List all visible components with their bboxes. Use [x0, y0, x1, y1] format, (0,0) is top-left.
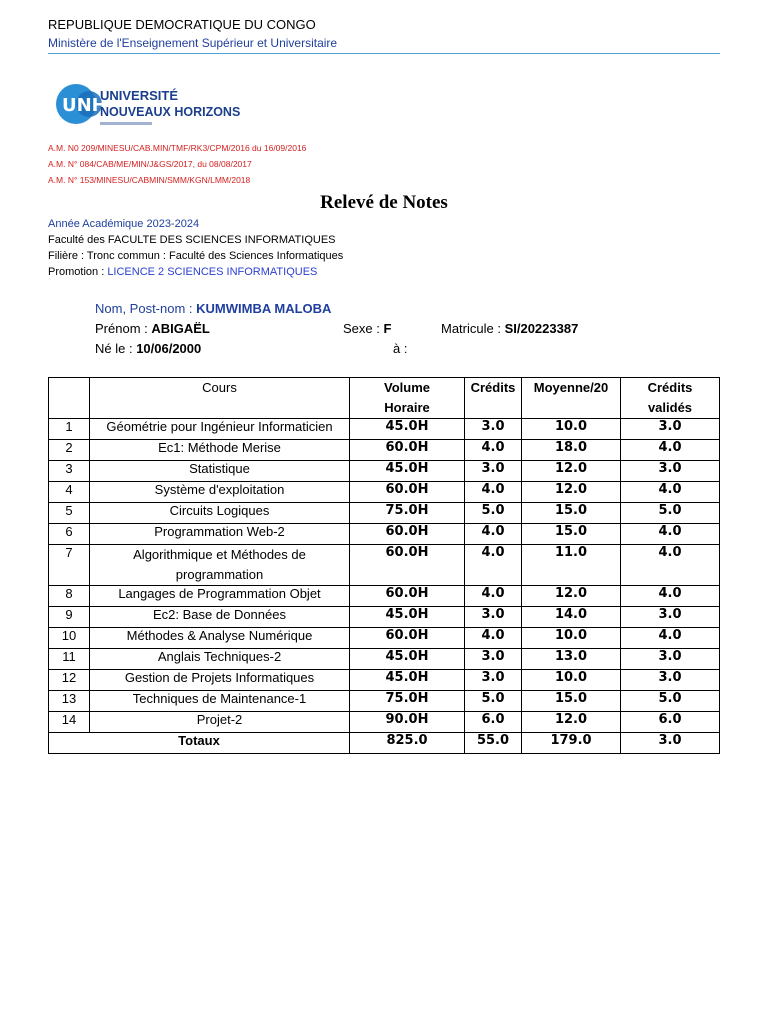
- table-row: [49, 461, 720, 482]
- row-number: 4: [49, 482, 90, 503]
- row-number: 14: [49, 712, 90, 733]
- credits-cell: 3.0: [465, 419, 522, 440]
- unh-logo-icon: [56, 78, 241, 134]
- born-label: Né le :: [95, 341, 137, 356]
- volume-cell: 60.0H: [350, 586, 465, 607]
- credits-cell: 3.0: [465, 670, 522, 691]
- decree-3: A.M. N° 153/MINESU/CABMIN/SMM/KGN/LMM/2018: [48, 175, 251, 185]
- course-name: Gestion de Projets Informatiques: [90, 670, 350, 691]
- svg-text:UNIVERSITÉ: UNIVERSITÉ: [100, 88, 179, 103]
- course-name: Techniques de Maintenance-1: [90, 691, 350, 712]
- course-name: Anglais Techniques-2: [90, 649, 350, 670]
- volume-cell: 45.0H: [350, 607, 465, 628]
- row-number: 3: [49, 461, 90, 482]
- row-number: 6: [49, 524, 90, 545]
- table-row: [49, 649, 720, 670]
- validated-cell: 3.0: [621, 607, 720, 628]
- table-row: [49, 419, 720, 440]
- totals-credits: 55.0: [465, 733, 522, 754]
- firstname-value: ABIGAËL: [151, 321, 210, 336]
- table-row: [49, 524, 720, 545]
- document-title: Relevé de Notes: [320, 192, 448, 213]
- table-row: [49, 628, 720, 649]
- table-header-row: [49, 378, 720, 419]
- sex-label: Sexe :: [343, 321, 384, 336]
- course-name: Statistique: [90, 461, 350, 482]
- row-number: 12: [49, 670, 90, 691]
- decree-2: A.M. N° 084/CAB/ME/MIN/J&GS/2017, du 08/08/2017: [48, 159, 252, 169]
- decree-1: A.M. N0 209/MINESU/CAB.MIN/TMF/RK3/CPM/2016 du 16/09/2016: [48, 143, 307, 153]
- table-row: [49, 545, 720, 586]
- average-cell: 14.0: [522, 607, 621, 628]
- university-logo: [56, 78, 241, 134]
- course-name: Ec2: Base de Données: [90, 607, 350, 628]
- student-firstname: [95, 321, 210, 336]
- row-number: 5: [49, 503, 90, 524]
- course-name: Système d'exploitation: [90, 482, 350, 503]
- born-value: 10/06/2000: [136, 341, 202, 356]
- header-credits: Crédits: [465, 378, 522, 419]
- volume-cell: 75.0H: [350, 503, 465, 524]
- credits-cell: 3.0: [465, 461, 522, 482]
- row-number: 8: [49, 586, 90, 607]
- row-number: 11: [49, 649, 90, 670]
- validated-cell: 6.0: [621, 712, 720, 733]
- volume-cell: 60.0H: [350, 482, 465, 503]
- average-cell: 10.0: [522, 628, 621, 649]
- grades-table: [48, 377, 720, 754]
- promotion-value: LICENCE 2 SCIENCES INFORMATIQUES: [107, 266, 318, 278]
- faculty: Faculté des FACULTE DES SCIENCES INFORMATIQUES: [48, 234, 336, 246]
- header-validated: Crédits validés: [621, 378, 720, 419]
- average-cell: 10.0: [522, 419, 621, 440]
- row-number: 10: [49, 628, 90, 649]
- row-number: 9: [49, 607, 90, 628]
- validated-cell: 5.0: [621, 691, 720, 712]
- header-average: Moyenne/20: [522, 378, 621, 419]
- validated-cell: 3.0: [621, 461, 720, 482]
- validated-cell: 4.0: [621, 440, 720, 461]
- credits-cell: 4.0: [465, 628, 522, 649]
- average-cell: 15.0: [522, 524, 621, 545]
- firstname-label: Prénom :: [95, 321, 152, 336]
- average-cell: 12.0: [522, 586, 621, 607]
- student-name-label: Nom, Post-nom :: [95, 301, 197, 316]
- student-name-value: KUMWIMBA MALOBA: [196, 301, 332, 316]
- validated-cell: 4.0: [621, 545, 720, 586]
- matricule-value: SI/20223387: [504, 321, 579, 336]
- credits-cell: 4.0: [465, 482, 522, 503]
- svg-text:UNH: UNH: [62, 95, 107, 116]
- volume-cell: 45.0H: [350, 670, 465, 691]
- totals-average: 179.0: [522, 733, 621, 754]
- volume-cell: 60.0H: [350, 545, 465, 586]
- row-number: 13: [49, 691, 90, 712]
- svg-text:NOUVEAUX HORIZONS: NOUVEAUX HORIZONS: [100, 105, 241, 119]
- course-name: Méthodes & Analyse Numérique: [90, 628, 350, 649]
- course-name: Programmation Web-2: [90, 524, 350, 545]
- course-name: Ec1: Méthode Merise: [90, 440, 350, 461]
- average-cell: 15.0: [522, 691, 621, 712]
- ministry-heading: Ministère de l'Enseignement Supérieur et Universitaire: [48, 36, 338, 50]
- validated-cell: 3.0: [621, 649, 720, 670]
- totals-volume: 825.0: [350, 733, 465, 754]
- average-cell: 11.0: [522, 545, 621, 586]
- average-cell: 18.0: [522, 440, 621, 461]
- course-name: Projet-2: [90, 712, 350, 733]
- volume-cell: 60.0H: [350, 524, 465, 545]
- filiere: Filière : Tronc commun : Faculté des Sciences Informatiques: [48, 250, 344, 262]
- table-body: [49, 419, 720, 754]
- credits-cell: 4.0: [465, 545, 522, 586]
- totals-row: [49, 733, 720, 754]
- header-course: Cours: [90, 378, 350, 419]
- student-matricule: [441, 321, 578, 336]
- average-cell: 12.0: [522, 461, 621, 482]
- row-number: 2: [49, 440, 90, 461]
- totals-validated: 3.0: [621, 733, 720, 754]
- volume-cell: 45.0H: [350, 649, 465, 670]
- validated-cell: 3.0: [621, 670, 720, 691]
- course-name: Circuits Logiques: [90, 503, 350, 524]
- student-name: [95, 301, 331, 316]
- header-volume: Volume Horaire: [350, 378, 465, 419]
- credits-cell: 5.0: [465, 503, 522, 524]
- promotion-label: Promotion :: [48, 266, 108, 278]
- average-cell: 12.0: [522, 482, 621, 503]
- volume-cell: 45.0H: [350, 461, 465, 482]
- table-row: [49, 440, 720, 461]
- average-cell: 15.0: [522, 503, 621, 524]
- credits-cell: 5.0: [465, 691, 522, 712]
- header-divider: [48, 53, 720, 54]
- credits-cell: 4.0: [465, 524, 522, 545]
- row-number: 1: [49, 419, 90, 440]
- average-cell: 10.0: [522, 670, 621, 691]
- student-birthdate: [95, 341, 201, 356]
- average-cell: 13.0: [522, 649, 621, 670]
- volume-cell: 60.0H: [350, 440, 465, 461]
- credits-cell: 3.0: [465, 649, 522, 670]
- volume-cell: 75.0H: [350, 691, 465, 712]
- validated-cell: 3.0: [621, 419, 720, 440]
- totals-label: Totaux: [49, 733, 350, 754]
- table-row: [49, 712, 720, 733]
- matricule-label: Matricule :: [441, 321, 505, 336]
- birthplace-label: à :: [393, 341, 408, 356]
- academic-year: Année Académique 2023-2024: [48, 218, 200, 230]
- table-row: [49, 670, 720, 691]
- validated-cell: 4.0: [621, 482, 720, 503]
- validated-cell: 4.0: [621, 524, 720, 545]
- table-row: [49, 482, 720, 503]
- volume-cell: 90.0H: [350, 712, 465, 733]
- credits-cell: 3.0: [465, 607, 522, 628]
- validated-cell: 5.0: [621, 503, 720, 524]
- table-row: [49, 503, 720, 524]
- course-name: Algorithmique et Méthodes de programmation: [90, 545, 350, 586]
- validated-cell: 4.0: [621, 628, 720, 649]
- sex-value: F: [383, 321, 392, 336]
- course-name: Langages de Programmation Objet: [90, 586, 350, 607]
- country-heading: REPUBLIQUE DEMOCRATIQUE DU CONGO: [48, 17, 316, 32]
- promotion: [48, 266, 317, 278]
- header-number: [49, 378, 90, 419]
- validated-cell: 4.0: [621, 586, 720, 607]
- table-row: [49, 691, 720, 712]
- table-row: [49, 586, 720, 607]
- credits-cell: 6.0: [465, 712, 522, 733]
- table-row: [49, 607, 720, 628]
- volume-cell: 60.0H: [350, 628, 465, 649]
- credits-cell: 4.0: [465, 440, 522, 461]
- volume-cell: 45.0H: [350, 419, 465, 440]
- row-number: 7: [49, 545, 90, 586]
- credits-cell: 4.0: [465, 586, 522, 607]
- student-sex: [343, 321, 391, 336]
- course-name: Géométrie pour Ingénieur Informaticien: [90, 419, 350, 440]
- average-cell: 12.0: [522, 712, 621, 733]
